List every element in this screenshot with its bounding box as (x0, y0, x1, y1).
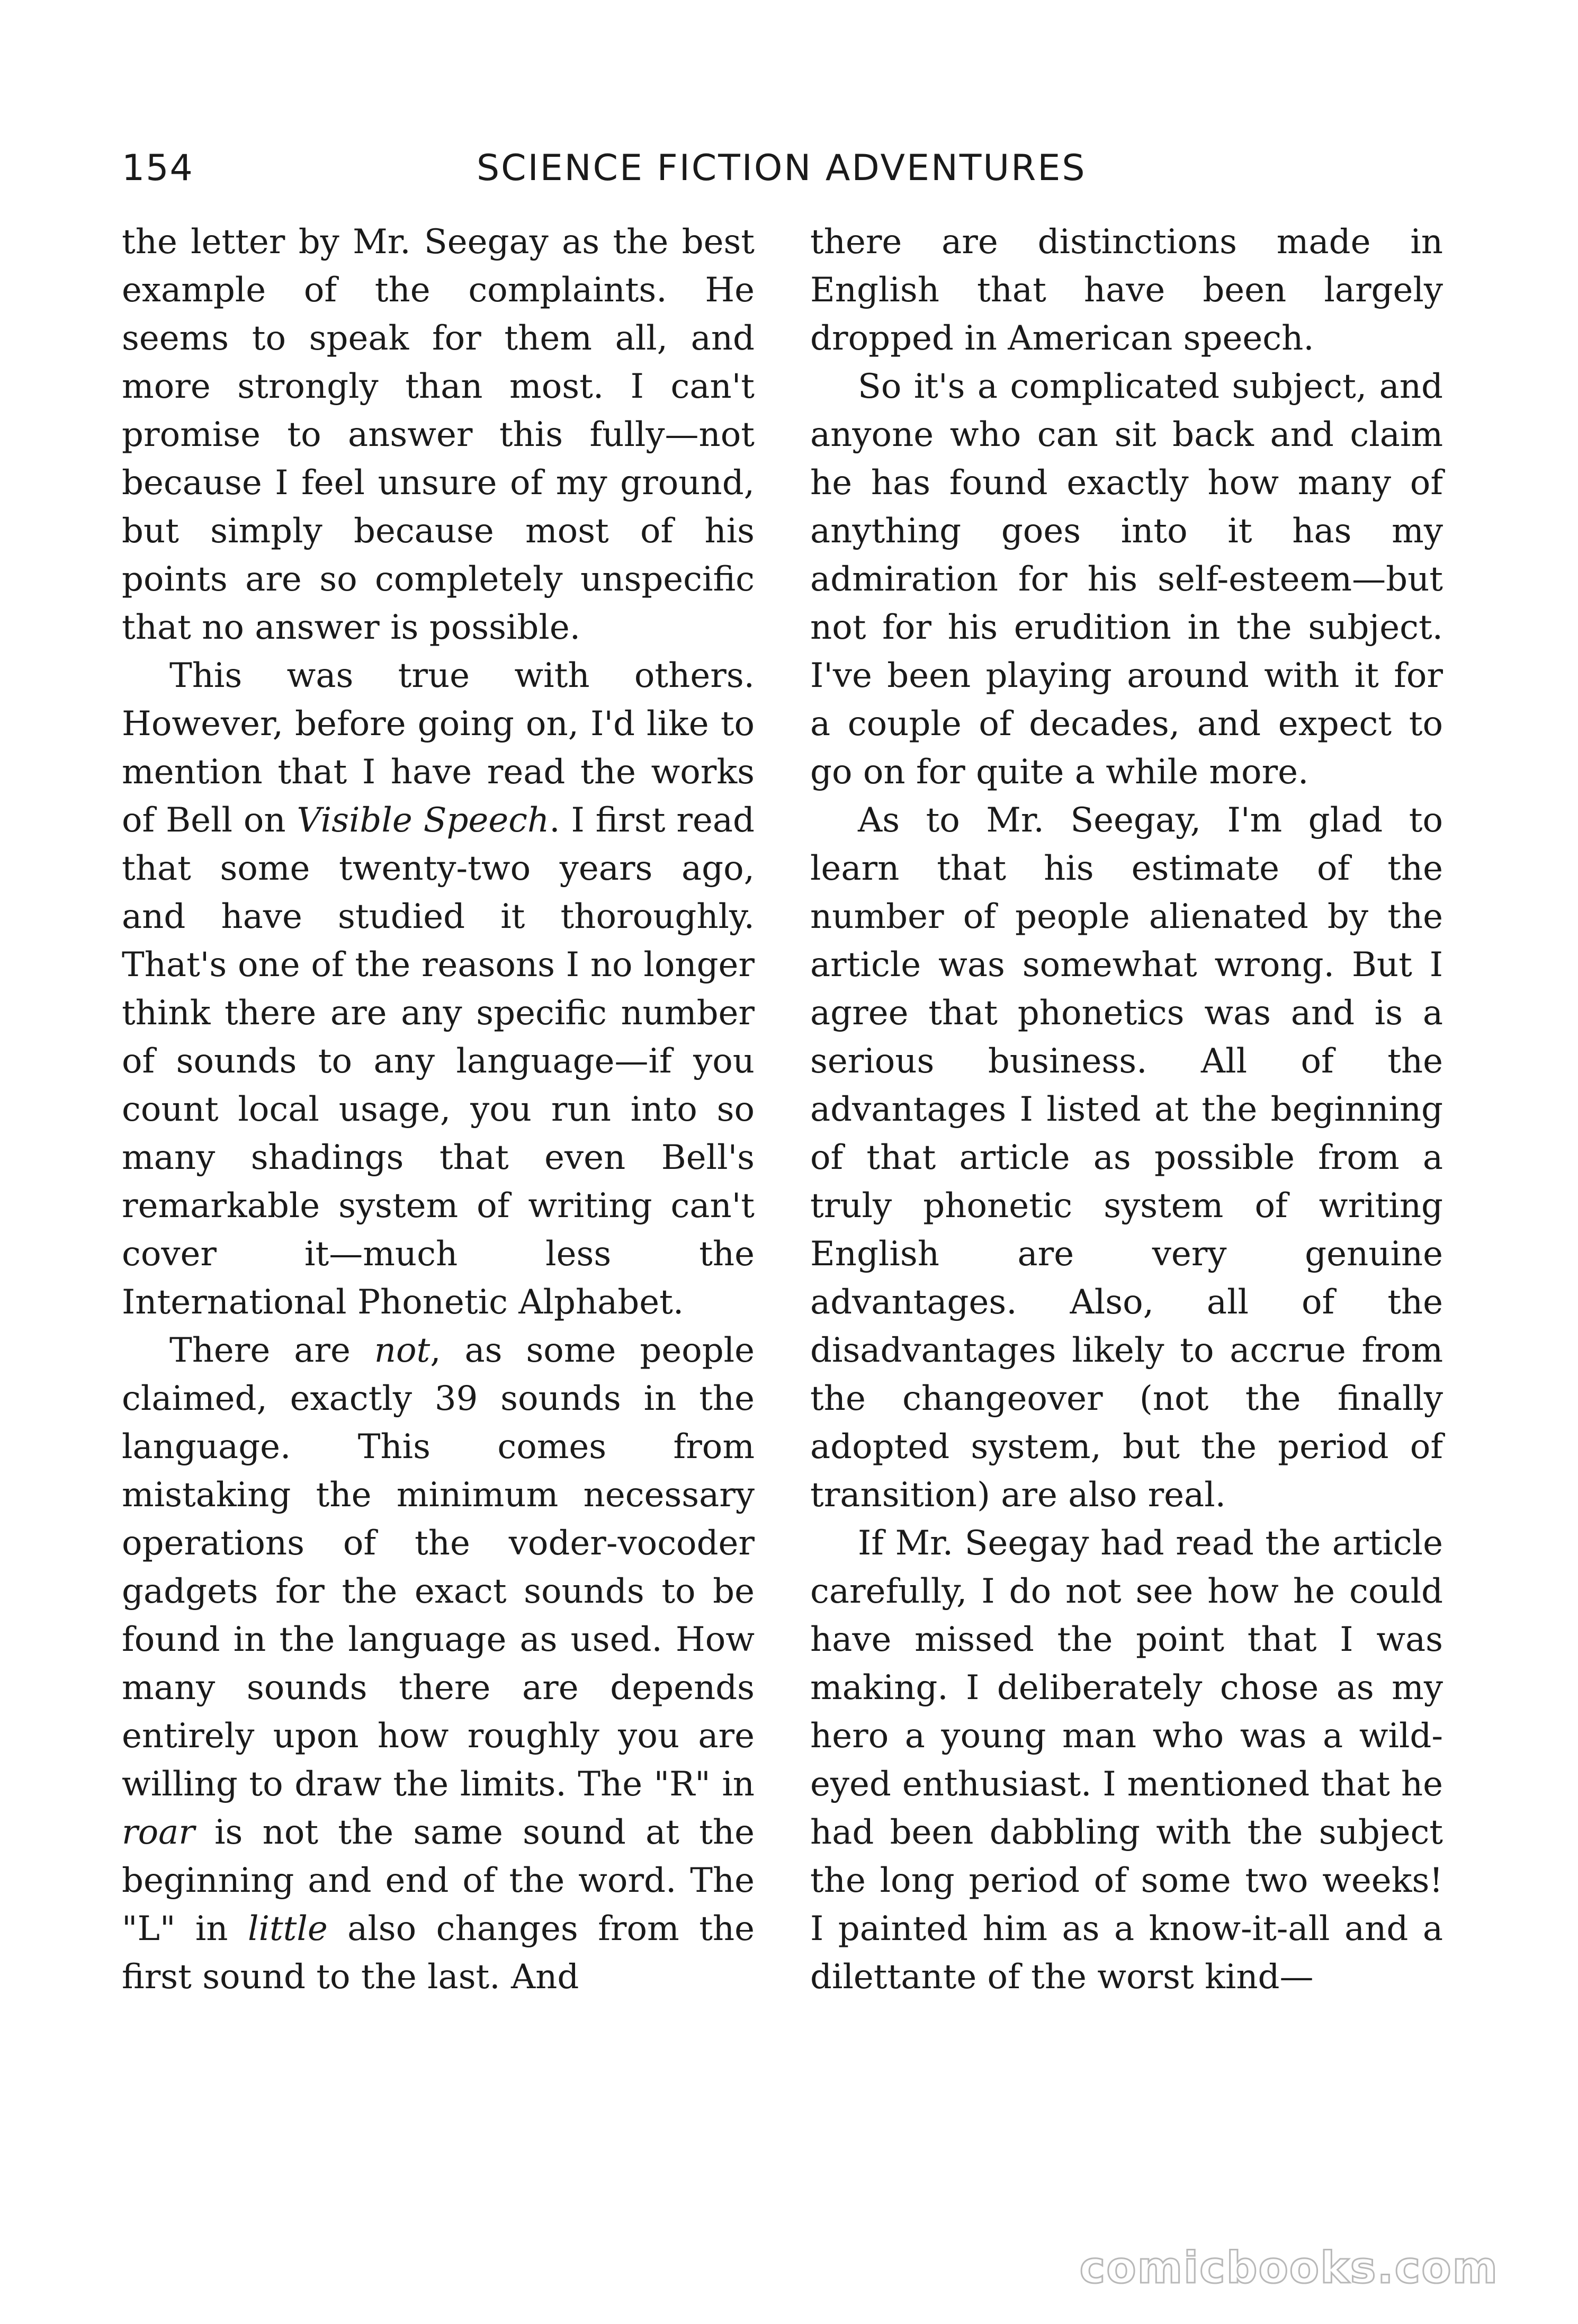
right-paragraph-4: If Mr. Seegay had read the article carefully, I do not see how he could have missed the point that I was making. I deliberately chose as my hero a young man who was a wild-eyed enthusiast. I mentioned that he had been dabbling with the subject the long period of some two weeks! I painted him as a know-it-all and a dilettante of the worst kind— (810, 1524, 1443, 1997)
page-number: 154 (122, 147, 194, 189)
left-paragraph-1: the letter by Mr. Seegay as the best example of the complaints. He seems to speak for them all, and more strongly than most. I can't promise to answer this fully—not because I feel unsure of my ground, but simply because most of his points are so completely unspecific that no answer is possible. (122, 222, 755, 647)
italic-little: little (248, 1909, 328, 1948)
left-p3-text-d: also changes from the first sound to the last. And (122, 1909, 755, 1997)
page-header (122, 147, 1440, 200)
left-p3-text-a: There are (169, 1331, 374, 1370)
italic-visible-speech: Visible Speech (297, 801, 550, 840)
right-paragraph-3: As to Mr. Seegay, I'm glad to learn that his estimate of the number of people alienated by the article was somewhat wrong. But I agree that phonetics was and is a serious business. All of the advantages I listed at the beginning of that article as possible from a truly phonetic system of writing English are very genuine advantages. Also, all of the disadvantages likely to accrue from the changeover (not the finally adopted system, but the period of transition) are also real. (810, 801, 1443, 1515)
left-p3-text-c: is not the same sound at the beginning and end of the word. The "L" in (122, 1813, 755, 1948)
left-p2-text-b: . I first read that some twenty-two years ago, and have studied it thoroughly. That's one of the reasons I no longer think there are any specific number of sounds to any language—if you count local usage, you run into so many shadings that even Bell's remarkable system of writing can't cover it—much less the International Phonetic Alphabet. (122, 801, 755, 1322)
italic-not: not (374, 1331, 431, 1370)
left-paragraph-2 (122, 652, 755, 1327)
left-p3-text-b: , as some people claimed, exactly 39 sounds in the language. This comes from mistaking the minimum necessary operations of the voder-vocoder gadgets for the exact sounds to be found in the language as used. How many sounds there are depends entirely upon how roughly you are willing to draw the limits. The "R" in (122, 1331, 755, 1804)
italic-roar: roar (122, 1813, 195, 1852)
right-paragraph-2: So it's a complicated subject, and anyone who can sit back and claim he has found exactly how many of anything goes into it has my admiration for his self-esteem—but not for his erudition in the subject. I've been playing around with it for a couple of decades, and expect to go on for quite a while more. (810, 367, 1443, 792)
running-head: SCIENCE FICTION ADVENTURES (477, 147, 1087, 189)
right-paragraph-1: there are distinctions made in English that have been largely dropped in American speech. (810, 222, 1443, 358)
right-column (810, 218, 1443, 2001)
left-p2-text-a: This was true with others. However, before going on, I'd like to mention that I have read the works of Bell on (122, 656, 755, 840)
left-paragraph-3 (122, 1327, 755, 2001)
watermark-logo: comicbooks.com (1079, 2243, 1499, 2293)
left-column (122, 218, 755, 2001)
